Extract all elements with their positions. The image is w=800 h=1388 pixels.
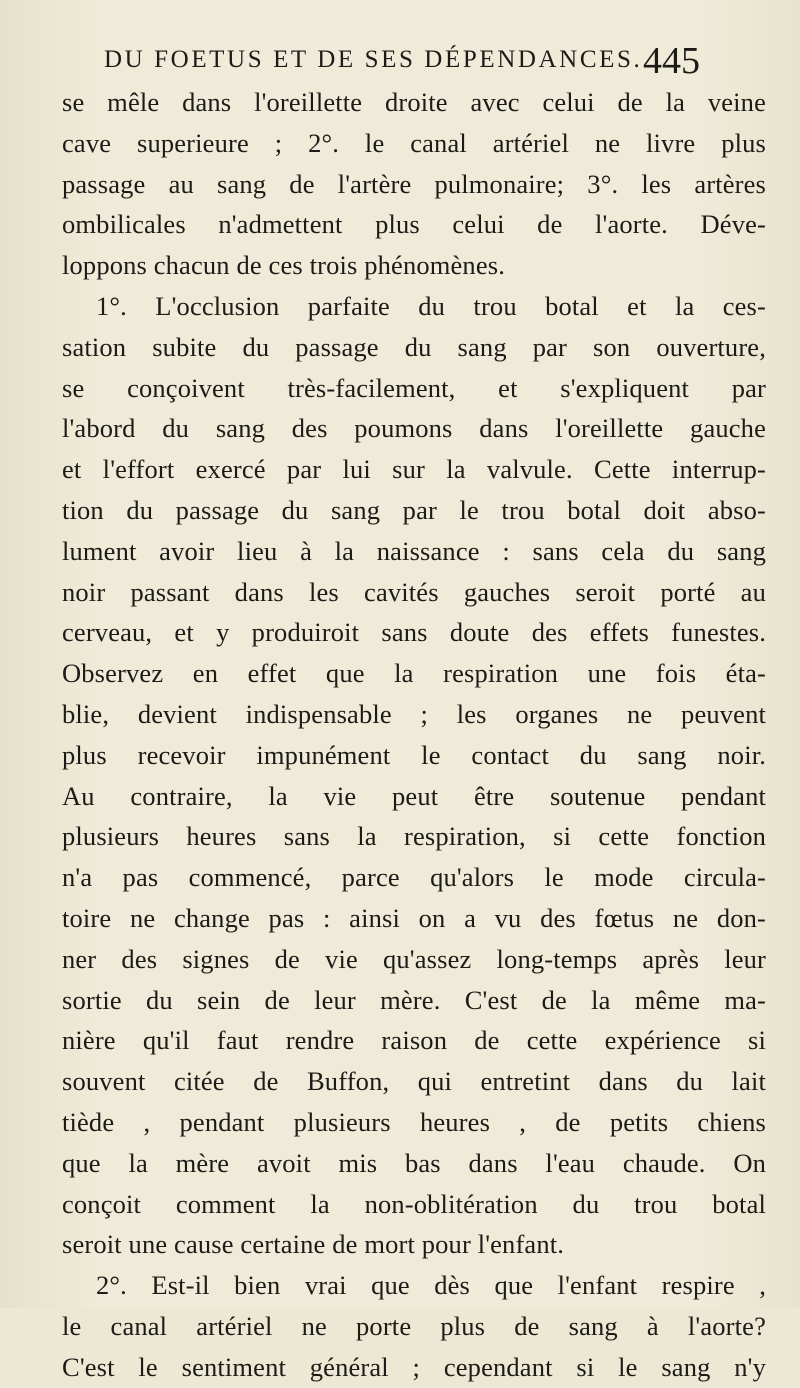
- text-line: passage au sang de l'artère pulmonaire; 3°. les artères: [62, 168, 766, 199]
- body-text: [62, 82, 766, 1388]
- text-line: toire ne change pas : ainsi on a vu des fœtus ne don-: [62, 902, 766, 933]
- text-line: plusieurs heures sans la respiration, si cette fonction: [62, 821, 766, 852]
- text-line: Observez en effet que la respiration une fois éta-: [62, 658, 766, 689]
- text-line: le canal artériel ne porte plus de sang à l'aorte?: [62, 1310, 766, 1341]
- text-line: tion du passage du sang par le trou botal doit abso-: [62, 494, 766, 525]
- text-line: se mêle dans l'oreillette droite avec celui de la veine: [62, 87, 766, 117]
- text-line: cerveau, et y produiroit sans doute des effets funestes.: [62, 617, 766, 648]
- text-line: 2°. Est-il bien vrai que dès que l'enfant respire ,: [96, 1270, 766, 1301]
- text-line: conçoit comment la non-oblitération du trou botal: [62, 1188, 766, 1219]
- text-line: l'abord du sang des poumons dans l'oreillette gauche: [62, 413, 766, 444]
- text-line: et l'effort exercé par lui sur la valvule. Cette interrup-: [62, 454, 766, 485]
- text-line: n'a pas commencé, parce qu'alors le mode circula-: [62, 862, 766, 893]
- text-line: se conçoivent très-facilement, et s'expliquent par: [62, 372, 766, 403]
- text-line: lument avoir lieu à la naissance : sans cela du sang: [62, 535, 766, 566]
- text-line: ombilicales n'admettent plus celui de l'aorte. Déve-: [62, 209, 766, 240]
- text-line: tiède , pendant plusieurs heures , de petits chiens: [62, 1106, 766, 1137]
- text-line: blie, devient indispensable ; les organes ne peuvent: [62, 698, 766, 729]
- text-line: plus recevoir impunément le contact du sang noir.: [62, 739, 766, 770]
- text-line: loppons chacun de ces trois phénomènes.: [62, 250, 505, 281]
- text-line: C'est le sentiment général ; cependant si le sang n'y: [62, 1351, 766, 1382]
- text-line: sation subite du passage du sang par son ouverture,: [62, 331, 766, 362]
- text-line: cave superieure ; 2°. le canal artériel ne livre plus: [62, 127, 766, 158]
- running-title: DU FOETUS ET DE SES DÉPENDANCES.: [104, 46, 643, 73]
- text-line: que la mère avoit mis bas dans l'eau chaude. On: [62, 1147, 766, 1178]
- text-line: 1°. L'occlusion parfaite du trou botal et la ces-: [96, 290, 766, 321]
- text-line: seroit une cause certaine de mort pour l'enfant.: [62, 1229, 565, 1260]
- text-line: noir passant dans les cavités gauches seroit porté au: [62, 576, 766, 607]
- text-line: Au contraire, la vie peut être soutenue pendant: [62, 780, 766, 811]
- text-line: ner des signes de vie qu'assez long-temps après leur: [62, 943, 766, 974]
- text-line: sortie du sein de leur mère. C'est de la même ma-: [62, 984, 766, 1015]
- running-head: [62, 14, 766, 82]
- page-number: 445: [643, 40, 700, 82]
- text-line: souvent citée de Buffon, qui entretint dans du lait: [62, 1066, 766, 1097]
- text-line: nière qu'il faut rendre raison de cette expérience si: [62, 1025, 766, 1056]
